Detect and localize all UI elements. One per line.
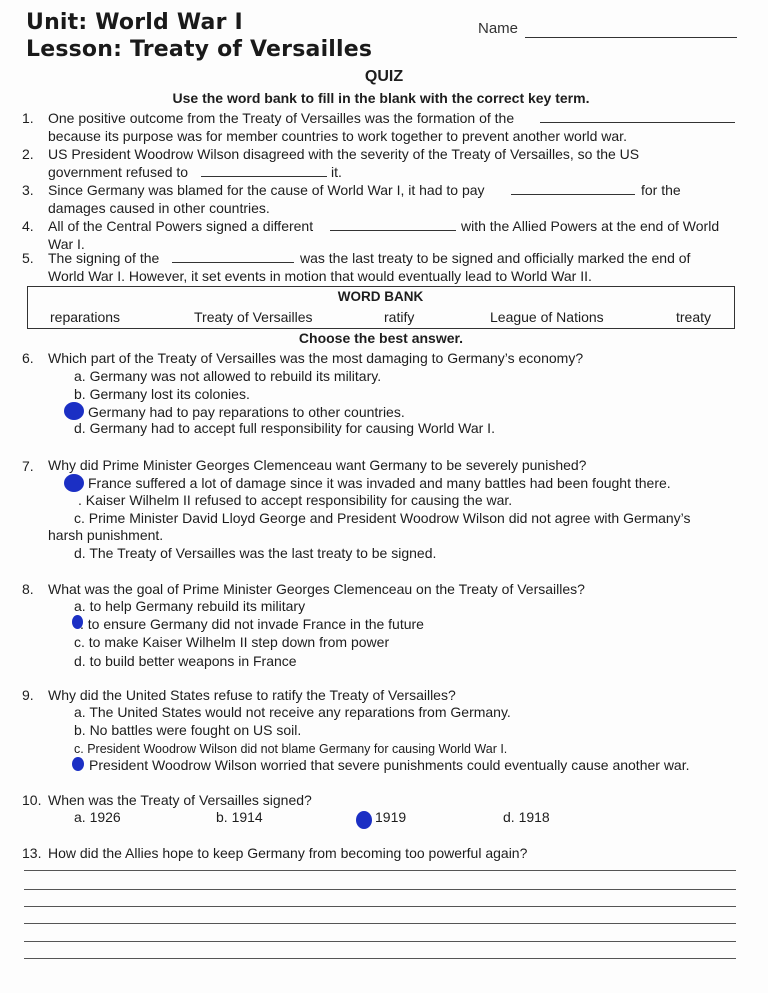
question-number: 3. bbox=[22, 182, 34, 198]
question-text: it. bbox=[331, 164, 342, 180]
question-text: What was the goal of Prime Minister Georges Clemenceau on the Treaty of Versailles? bbox=[48, 581, 585, 597]
answer-blank[interactable] bbox=[330, 230, 456, 231]
question-text: with the Allied Powers at the end of World bbox=[461, 218, 720, 234]
question-number: 13. bbox=[22, 845, 42, 861]
question-text: How did the Allies hope to keep Germany from becoming too powerful again? bbox=[48, 845, 528, 861]
choose-title: Choose the best answer. bbox=[298, 330, 464, 346]
question-text: All of the Central Powers signed a different bbox=[48, 218, 314, 234]
question-text: War I. bbox=[48, 236, 85, 252]
answer-option[interactable]: c. to make Kaiser Wilhelm II step down from power bbox=[74, 634, 390, 650]
answer-option[interactable]: d. 1918 bbox=[503, 809, 550, 825]
unit-title: Unit: World War I bbox=[26, 10, 243, 35]
answer-option[interactable]: b. Germany lost its colonies. bbox=[74, 386, 250, 402]
answer-blank[interactable] bbox=[511, 194, 635, 195]
answer-option[interactable]: b. 1914 bbox=[216, 809, 263, 825]
question-number: 6. bbox=[22, 350, 34, 366]
word-bank-title: WORD BANK bbox=[337, 289, 424, 304]
answer-option[interactable]: a. Germany was not allowed to rebuild its military. bbox=[74, 368, 382, 384]
question-text: government refused to bbox=[48, 164, 189, 180]
question-number: 8. bbox=[22, 581, 34, 597]
selected-answer-mark bbox=[72, 757, 84, 771]
question-text: damages caused in other countries. bbox=[48, 200, 270, 216]
selected-answer-mark bbox=[356, 811, 372, 829]
answer-option[interactable]: President Woodrow Wilson worried that severe punishments could eventually cause another war. bbox=[89, 757, 690, 773]
name-label: Name bbox=[478, 20, 519, 37]
answer-line[interactable] bbox=[24, 889, 736, 890]
answer-option[interactable]: b. No battles were fought on US soil. bbox=[74, 722, 302, 738]
question-text: World War I. However, it set events in motion that would eventually lead to World War II. bbox=[48, 268, 592, 284]
answer-option[interactable]: a. 1926 bbox=[74, 809, 121, 825]
answer-blank[interactable] bbox=[540, 122, 735, 123]
question-text: One positive outcome from the Treaty of Versailles was the formation of the bbox=[48, 110, 515, 126]
answer-line[interactable] bbox=[24, 906, 736, 907]
question-text: Since Germany was blamed for the cause of World War I, it had to pay bbox=[48, 182, 485, 198]
question-text: US President Woodrow Wilson disagreed with the severity of the Treaty of Versailles, so the US bbox=[48, 146, 640, 162]
question-number: 2. bbox=[22, 146, 34, 162]
answer-option[interactable]: d. The Treaty of Versailles was the last treaty to be signed. bbox=[74, 545, 437, 561]
answer-option[interactable]: a. The United States would not receive any reparations from Germany. bbox=[74, 704, 511, 720]
word-bank-term: treaty bbox=[676, 309, 712, 325]
question-text: The signing of the bbox=[48, 250, 160, 266]
lesson-title: Lesson: Treaty of Versailles bbox=[26, 37, 373, 62]
answer-option[interactable]: d. Germany had to accept full responsibility for causing World War I. bbox=[74, 420, 495, 436]
answer-option[interactable]: 1919 bbox=[375, 809, 407, 825]
answer-line[interactable] bbox=[24, 923, 736, 924]
word-bank-term: ratify bbox=[384, 309, 415, 325]
question-number: 9. bbox=[22, 687, 34, 703]
selected-answer-mark bbox=[64, 474, 84, 492]
answer-line[interactable] bbox=[24, 941, 736, 942]
answer-line[interactable] bbox=[24, 870, 736, 871]
answer-option[interactable]: . Kaiser Wilhelm II refused to accept responsibility for causing the war. bbox=[78, 492, 513, 508]
word-bank-term: Treaty of Versailles bbox=[194, 309, 313, 325]
answer-option[interactable]: a. to help Germany rebuild its military bbox=[74, 598, 306, 614]
quiz-title: QUIZ bbox=[364, 68, 404, 85]
question-number: 4. bbox=[22, 218, 34, 234]
answer-option[interactable]: d. to build better weapons in France bbox=[74, 653, 297, 669]
question-text: When was the Treaty of Versailles signed? bbox=[48, 792, 312, 808]
answer-option[interactable]: c. Prime Minister David Lloyd George and President Woodrow Wilson did not agree with Germany’s bbox=[74, 510, 691, 526]
answer-option[interactable]: c. President Woodrow Wilson did not blame Germany for causing World War I. bbox=[74, 742, 508, 756]
question-text: for the bbox=[641, 182, 681, 198]
question-text: Why did Prime Minister Georges Clemenceau want Germany to be severely punished? bbox=[48, 457, 587, 473]
word-bank-term: League of Nations bbox=[490, 309, 604, 325]
question-number: 10. bbox=[22, 792, 42, 808]
answer-line[interactable] bbox=[24, 958, 736, 959]
word-bank-box bbox=[27, 286, 735, 329]
question-text: because its purpose was for member countries to work together to prevent another world war. bbox=[48, 128, 627, 144]
answer-blank[interactable] bbox=[172, 262, 294, 263]
quiz-instructions: Use the word bank to fill in the blank with the correct key term. bbox=[172, 90, 590, 106]
word-bank-term: reparations bbox=[50, 309, 121, 325]
question-number: 1. bbox=[22, 110, 34, 126]
selected-answer-mark bbox=[64, 402, 84, 420]
question-text: Which part of the Treaty of Versailles was the most damaging to Germany’s economy? bbox=[48, 350, 584, 366]
answer-option-continued: harsh punishment. bbox=[48, 527, 164, 543]
question-text: Why did the United States refuse to ratify the Treaty of Versailles? bbox=[48, 687, 456, 703]
answer-option[interactable]: . to ensure Germany did not invade France in the future bbox=[80, 616, 424, 632]
answer-blank[interactable] bbox=[201, 176, 327, 177]
question-number: 5. bbox=[22, 250, 34, 266]
name-field[interactable] bbox=[525, 37, 737, 38]
question-text: was the last treaty to be signed and officially marked the end of bbox=[300, 250, 691, 266]
answer-option[interactable]: France suffered a lot of damage since it was invaded and many battles had been fought there. bbox=[88, 475, 671, 491]
answer-option[interactable]: Germany had to pay reparations to other countries. bbox=[88, 404, 405, 420]
question-number: 7. bbox=[22, 458, 34, 474]
